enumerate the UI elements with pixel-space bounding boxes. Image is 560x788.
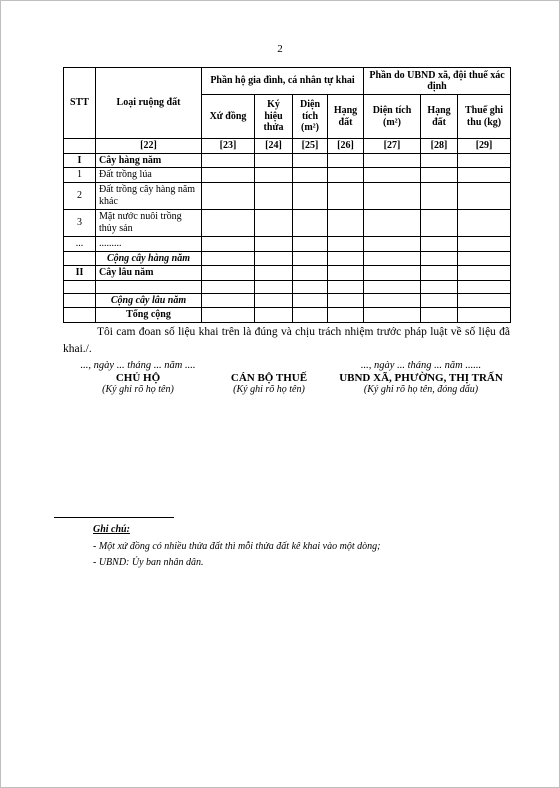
row-stt (64, 293, 96, 308)
row-value-cell (421, 308, 458, 323)
row-value-cell (364, 308, 421, 323)
row-value-cell (364, 209, 421, 236)
row-value-cell (421, 168, 458, 183)
signature-role: UBND XÃ, PHƯỜNG, THỊ TRẤN (339, 372, 503, 384)
row-value-cell (328, 266, 364, 281)
row-value-cell (293, 280, 328, 293)
notes-item: - Một xứ đồng có nhiều thửa đất thì mỗi thửa đất kê khai vào một dòng; (93, 540, 381, 552)
row-label: Tổng cộng (96, 308, 202, 323)
row-value-cell (458, 251, 511, 266)
row-label (96, 280, 202, 293)
row-value-cell (202, 182, 255, 209)
row-value-cell (364, 168, 421, 183)
row-label: Cộng cây lâu năm (96, 293, 202, 308)
header-ky-hieu: Ký hiệu thửa (255, 95, 293, 139)
row-value-cell (458, 308, 511, 323)
index-cell (64, 139, 96, 154)
page-number: 2 (277, 43, 283, 55)
signature-role: CÁN BỘ THUẾ (230, 372, 308, 384)
row-value-cell (458, 182, 511, 209)
signature-officer (204, 360, 334, 395)
table-row (64, 251, 511, 266)
row-value-cell (202, 280, 255, 293)
notes-item: - UBND: Ủy ban nhân dân. (93, 557, 204, 568)
row-value-cell (328, 251, 364, 266)
header-stt: STT (64, 68, 96, 139)
row-value-cell (202, 308, 255, 323)
row-value-cell (328, 236, 364, 251)
row-value-cell (255, 293, 293, 308)
table-row (64, 168, 511, 183)
index-cell: [28] (421, 139, 458, 154)
index-cell: [22] (96, 139, 202, 154)
row-value-cell (328, 153, 364, 168)
signature-hint: (Ký ghi rõ họ tên) (233, 384, 305, 395)
row-value-cell (328, 280, 364, 293)
row-value-cell (293, 293, 328, 308)
row-value-cell (293, 266, 328, 281)
header-group-household: Phần hộ gia đình, cá nhân tự khai (202, 68, 364, 95)
table-body (64, 153, 511, 322)
row-value-cell (364, 266, 421, 281)
row-stt: 2 (64, 182, 96, 209)
signature-commune (331, 360, 511, 395)
row-value-cell (328, 168, 364, 183)
row-value-cell (202, 251, 255, 266)
row-value-cell (364, 182, 421, 209)
row-value-cell (293, 236, 328, 251)
notes (93, 522, 380, 572)
row-stt: ... (64, 236, 96, 251)
row-value-cell (293, 209, 328, 236)
row-value-cell (293, 153, 328, 168)
row-value-cell (364, 153, 421, 168)
row-value-cell (293, 168, 328, 183)
row-value-cell (364, 293, 421, 308)
row-stt (64, 251, 96, 266)
table-row (64, 182, 511, 209)
row-label: Đất trồng lúa (96, 168, 202, 183)
row-label: Cây hàng năm (96, 153, 202, 168)
header-land-type: Loại ruộng đất (96, 68, 202, 139)
row-value-cell (421, 236, 458, 251)
row-value-cell (421, 293, 458, 308)
row-value-cell (421, 251, 458, 266)
notes-title: Ghi chú: (93, 524, 130, 535)
row-value-cell (202, 209, 255, 236)
signature-hint: (Ký ghi rõ họ tên) (102, 384, 174, 395)
table-row (64, 236, 511, 251)
row-label: Mặt nước nuôi trồng thủy sản (96, 209, 202, 236)
row-stt: II (64, 266, 96, 281)
index-cell: [27] (364, 139, 421, 154)
signature-date: ..., ngày ... tháng ... năm ...... (360, 360, 482, 371)
header-dien-tich-a: Diện tích (m²) (293, 95, 328, 139)
row-stt (64, 280, 96, 293)
signature-hint: (Ký ghi rõ họ tên, đóng dấu) (363, 384, 479, 395)
row-value-cell (421, 266, 458, 281)
row-value-cell (202, 168, 255, 183)
row-value-cell (458, 209, 511, 236)
header-dien-tich-b: Diện tích (m²) (364, 95, 421, 139)
header-hang-dat-a: Hạng đất (328, 95, 364, 139)
row-value-cell (202, 153, 255, 168)
row-value-cell (458, 236, 511, 251)
index-cell: [25] (293, 139, 328, 154)
row-value-cell (364, 236, 421, 251)
row-value-cell (458, 168, 511, 183)
row-value-cell (421, 153, 458, 168)
table-row (64, 280, 511, 293)
index-cell: [26] (328, 139, 364, 154)
row-stt: 1 (64, 168, 96, 183)
land-declaration-table (63, 67, 511, 323)
index-cell: [24] (255, 139, 293, 154)
index-cell: [29] (458, 139, 511, 154)
row-value-cell (202, 236, 255, 251)
row-stt (64, 308, 96, 323)
row-stt: 3 (64, 209, 96, 236)
row-value-cell (458, 280, 511, 293)
row-value-cell (364, 280, 421, 293)
row-value-cell (255, 280, 293, 293)
signature-household (63, 360, 213, 395)
pledge-statement: Tôi cam đoan số liệu khai trên là đúng và chịu trách nhiệm trước pháp luật về số liệu đã khai./. (63, 326, 510, 355)
row-value-cell (255, 251, 293, 266)
row-label: Cây lâu năm (96, 266, 202, 281)
table-row (64, 153, 511, 168)
table-row (64, 293, 511, 308)
row-value-cell (202, 293, 255, 308)
row-value-cell (421, 209, 458, 236)
header-so-do: Xứ đồng (202, 95, 255, 139)
table-row (64, 209, 511, 236)
row-value-cell (328, 293, 364, 308)
index-cell: [23] (202, 139, 255, 154)
header-group-commune: Phần do UBND xã, đội thuế xác định (364, 68, 511, 95)
row-value-cell (255, 209, 293, 236)
header-thue-ghi-thu: Thuế ghi thu (kg) (458, 95, 511, 139)
row-value-cell (293, 182, 328, 209)
row-label: Cộng cây hàng năm (96, 251, 202, 266)
row-value-cell (421, 280, 458, 293)
row-value-cell (421, 182, 458, 209)
row-value-cell (293, 308, 328, 323)
row-value-cell (328, 308, 364, 323)
row-label: Đất trồng cây hàng năm khác (96, 182, 202, 209)
row-value-cell (202, 266, 255, 281)
row-value-cell (293, 251, 328, 266)
row-value-cell (255, 168, 293, 183)
header-hang-dat-b: Hạng đất (421, 95, 458, 139)
row-value-cell (364, 251, 421, 266)
signature-role: CHỦ HỘ (115, 372, 161, 384)
table-row (64, 266, 511, 281)
row-value-cell (255, 153, 293, 168)
row-value-cell (255, 308, 293, 323)
row-value-cell (328, 182, 364, 209)
footnote-divider (54, 517, 174, 518)
table-row (64, 308, 511, 323)
row-label: ......... (96, 236, 202, 251)
row-value-cell (458, 153, 511, 168)
row-value-cell (458, 293, 511, 308)
row-value-cell (255, 236, 293, 251)
row-value-cell (458, 266, 511, 281)
row-value-cell (255, 182, 293, 209)
row-stt: I (64, 153, 96, 168)
row-value-cell (255, 266, 293, 281)
signature-date: ..., ngày ... tháng ... năm .... (80, 360, 196, 371)
row-value-cell (328, 209, 364, 236)
